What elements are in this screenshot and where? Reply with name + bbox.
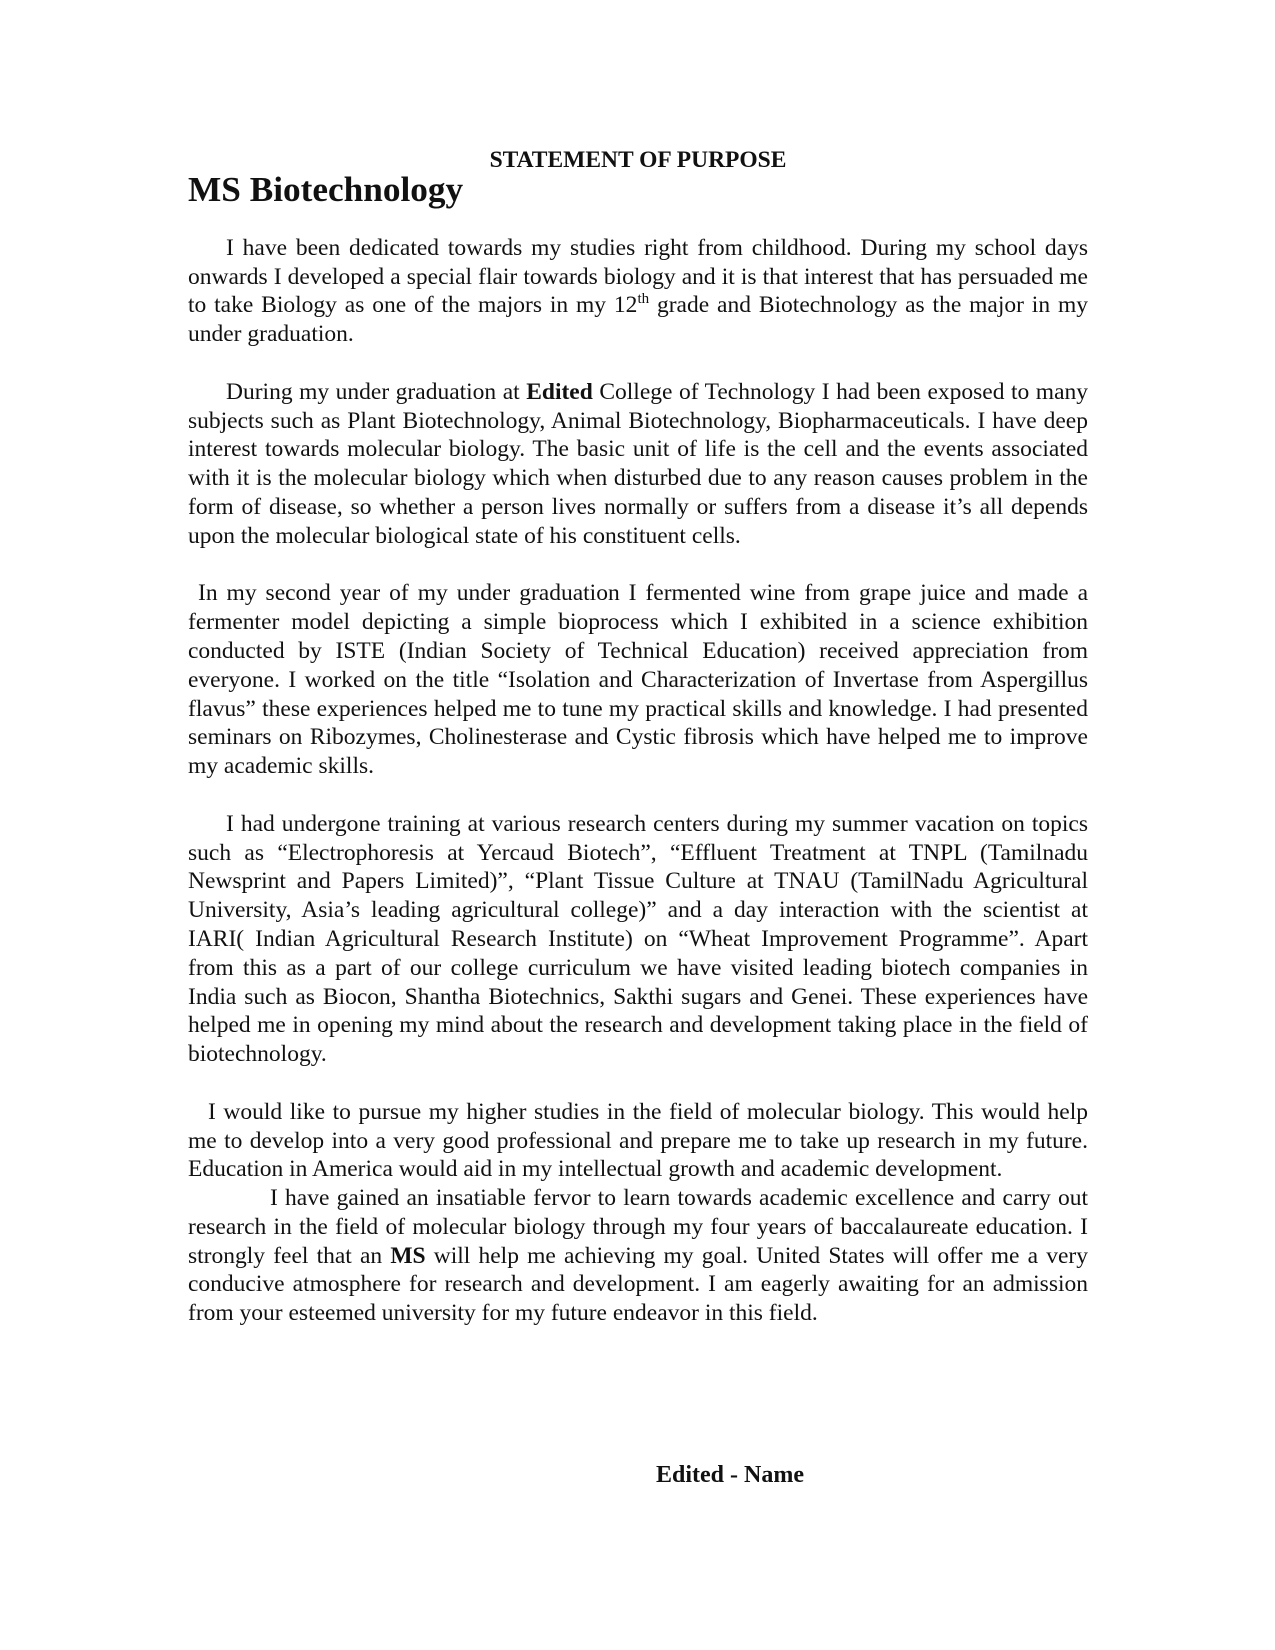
paragraph-1 xyxy=(188,234,1088,349)
paragraph-1-superscript: th xyxy=(637,291,650,308)
document-subtitle: MS Biotechnology xyxy=(188,170,464,209)
paragraph-2-bold: Edited xyxy=(526,378,593,405)
signature: Edited - Name xyxy=(656,1462,804,1488)
paragraph-2-text-b: College of Technology I had been exposed to many subjects such as Plant Biotechnology, Animal Biotechnology, Biopharmaceuticals. I have deep interest towards molecular biology. The basic unit of life is the cell and the events associated with it is the molecular biology which when disturbed due to any reason causes problem in the form of disease, so whether a person lives normally or suffers from a disease it’s all depends upon the molecular biological state of his constituent cells. xyxy=(188,378,1088,549)
paragraph-1-text-b: grade and Biotechnology as the major in my under graduation. xyxy=(188,292,1088,348)
paragraph-3: In my second year of my under graduation I fermented wine from grape juice and made a fermenter model depicting a simple bioprocess which I exhibited in a science exhibition conducted by ISTE (Indian Society of Technical Education) received appreciation from everyone. I worked on the title “Isolation and Characterization of Invertase from Aspergillus flavus” these experiences helped me to tune my practical skills and knowledge. I had presented seminars on Ribozymes, Cholinesterase and Cystic fibrosis which have helped me to improve my academic skills. xyxy=(188,580,1088,780)
paragraph-4: I had undergone training at various research centers during my summer vacation on topics such as “Electrophoresis at Yercaud Biotech”, “Effluent Treatment at TNPL (Tamilnadu Newsprint and Papers Limited)”, “Plant Tissue Culture at TNAU (TamilNadu Agricultural University, Asia’s leading agricultural college)” and a day interaction with the scientist at IARI( Indian Agricultural Research Institute) on “Wheat Improvement Programme”. Apart from this as a part of our college curriculum we have visited leading biotech companies in India such as Biocon, Shantha Biotechnics, Sakthi sugars and Genei. These experiences have helped me in opening my mind about the research and development taking place in the field of biotechnology. xyxy=(188,810,1088,1068)
paragraph-2-text-a: During my under graduation at xyxy=(226,378,527,405)
paragraph-6-bold: MS xyxy=(390,1242,426,1269)
document-body xyxy=(188,145,1088,1328)
document-title: STATEMENT OF PURPOSE xyxy=(489,147,787,173)
paragraph-6-text-b: will help me achieving my goal. United States will offer me a very conducive atmosphere for research and development. I am eagerly awaiting for an admission from your esteemed university for my future endeavor in this field. xyxy=(188,1242,1088,1327)
paragraph-6 xyxy=(188,1184,1088,1328)
paragraph-5: I would like to pursue my higher studies in the field of molecular biology. This would help me to develop into a very good professional and prepare me to take up research in my future. Education in America would aid in my intellectual growth and academic development. xyxy=(188,1098,1088,1183)
paragraph-6-text-a: I have gained an insatiable fervor to learn towards academic excellence and carry out research in the field of molecular biology through my four years of baccalaureate education. I strongly feel that an xyxy=(188,1185,1088,1269)
paragraph-2 xyxy=(188,378,1088,551)
paragraph-1-text-a: I have been dedicated towards my studies right from childhood. During my school days onwards I developed a special flair towards biology and it is that interest that has persuaded me to take Biology as one of the majors in my 12 xyxy=(188,234,1088,319)
